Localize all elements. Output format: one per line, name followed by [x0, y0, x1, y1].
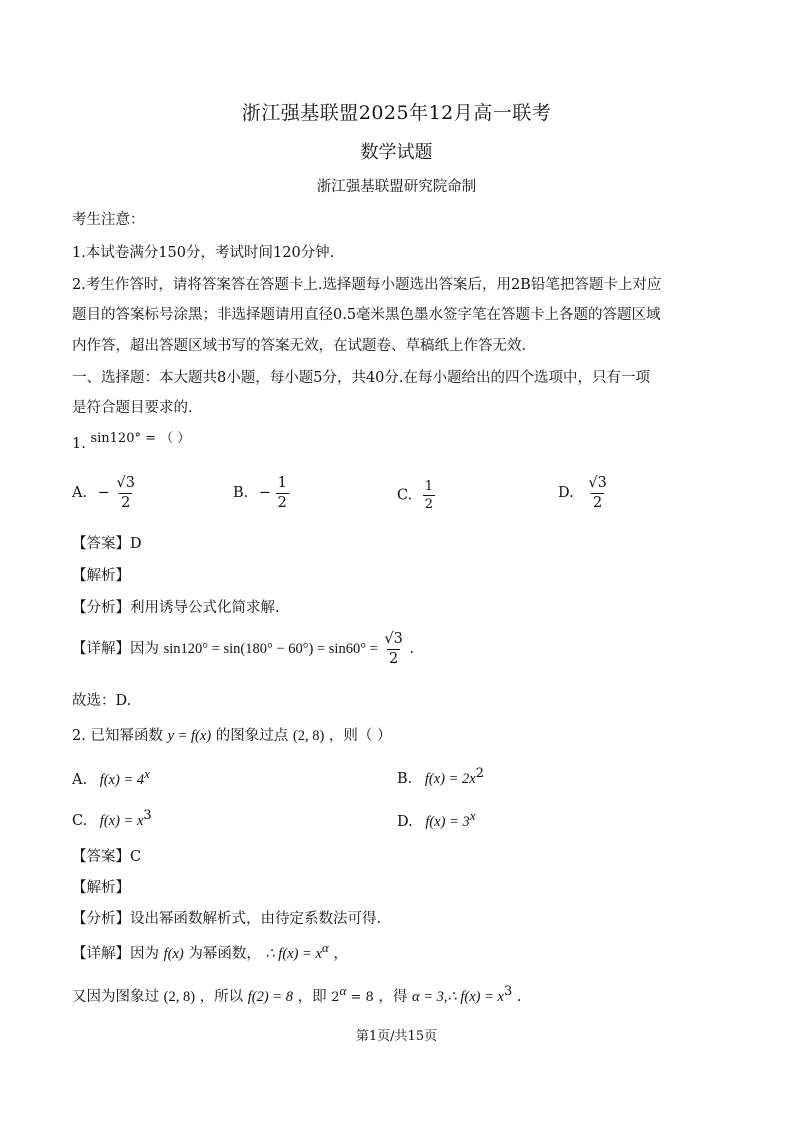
question-2-answer: 【答案】C [72, 849, 142, 865]
q2-line2-eq2-base: 2 [331, 989, 340, 1005]
detail-denominator: 2 [389, 650, 399, 667]
question-1-expression: sin120° = （ ） [90, 431, 191, 446]
detail-prefix: 【详解】因为 [72, 641, 159, 657]
question-2-option-c [72, 808, 152, 830]
question-2-stem [72, 724, 392, 745]
q2-line2-eq2-sup: α [339, 983, 347, 998]
question-1-detail [72, 632, 414, 666]
option-a-denominator: 2 [121, 494, 131, 511]
question-1-answer: 【答案】D [72, 536, 142, 552]
detail-numerator: √3 [384, 631, 403, 647]
question-2-function: y = f(x) [167, 728, 212, 744]
option-a-label: A. [72, 485, 88, 501]
section-1-intro-line-1: 一、选择题：本大题共8小题，每小题5分，共40分.在每小题给出的四个选项中，只有一项 [72, 370, 651, 386]
option-b-denominator: 2 [277, 494, 287, 511]
q2-option-d-label: D. [397, 813, 413, 830]
q2-line2-end: . [516, 988, 522, 1005]
question-2-option-a [72, 766, 150, 789]
q2-option-a-expr: f(x) = 4 [99, 771, 145, 788]
q2-line2-eq3-sup: 3 [503, 984, 513, 999]
question-1-option-c [397, 480, 435, 511]
exam-subject: 数学试题 [360, 142, 433, 163]
question-1-number: 1. [72, 436, 86, 452]
question-1-option-d [558, 476, 609, 510]
q2-option-b-expr: f(x) = 2x [424, 770, 476, 787]
question-2-prefix: 已知幂函数 [90, 728, 163, 744]
q2-line2-eq1: f(2) = 8 [247, 988, 293, 1005]
notice-item-2-line-3: 内作答，超出答题区域书写的答案无效，在试题卷、草稿纸上作答无效. [72, 338, 527, 354]
option-b-numerator: 1 [277, 475, 287, 491]
question-1-fenxi: 【分析】利用诱导公式化简求解. [72, 600, 280, 616]
notice-heading: 考生注意： [72, 212, 145, 228]
question-1-choose: 故选：D. [72, 693, 132, 709]
q2-line2-mid3: ，得 [378, 988, 408, 1005]
q2-option-c-expr: f(x) = x [99, 812, 144, 829]
option-a-numerator: √3 [116, 475, 135, 491]
q2-detail-function: f(x) [163, 945, 184, 962]
exam-title: 浙江强基联盟2025年12月高一联考 [241, 102, 552, 124]
question-2-mid: 的图象过点 [215, 728, 289, 744]
q2-detail-equation: ∴ f(x) = x [265, 945, 322, 962]
question-2-option-b [397, 766, 484, 788]
notice-item-2-line-2: 题目的答案标号涂黑；非选择题请用直径0.5毫米黑色墨水签字笔在答题卡上各题的答题区域 [72, 307, 661, 323]
option-d-label: D. [558, 485, 574, 501]
q2-option-a-sup: x [144, 766, 150, 781]
question-2-number: 2. [72, 728, 86, 744]
q2-detail-prefix: 【详解】因为 [72, 945, 159, 962]
q2-option-c-sup: 3 [143, 808, 152, 823]
question-2-detail-line-1 [72, 940, 348, 963]
q2-line2-eq2-rest: = 8 [346, 989, 374, 1005]
question-2-detail-line-2 [72, 983, 521, 1006]
option-d-denominator: 2 [592, 494, 603, 511]
page-number: 第1页/共15页 [355, 1029, 438, 1044]
q2-line2-mid2: ，即 [297, 988, 327, 1005]
q2-option-b-sup: 2 [475, 766, 484, 781]
question-1-option-b [233, 476, 289, 510]
question-2-option-d [397, 808, 476, 831]
detail-equation: sin120° = sin(180° − 60°) = sin60° = [163, 641, 378, 657]
option-b-label: B. [233, 485, 249, 501]
q2-detail-mid: 为幂函数， [188, 945, 261, 962]
q2-option-c-label: C. [72, 812, 88, 829]
q2-detail-sup: α [321, 940, 329, 955]
question-1-option-a [72, 476, 137, 510]
option-c-label: C. [397, 487, 413, 504]
q2-option-d-expr: f(x) = 3 [425, 813, 470, 830]
question-1-stem [72, 433, 190, 452]
question-2-fenxi: 【分析】设出幂函数解析式，由待定系数法可得. [72, 911, 382, 927]
notice-item-2-line-1: 2.考生作答时，请将答案答在答题卡上.选择题每小题选出答案后，用2B铅笔把答题卡上对应 [72, 277, 662, 293]
question-2-end: ，则（ ） [328, 728, 392, 744]
option-c-denominator: 2 [424, 497, 434, 512]
q2-line2-prefix: 又因为图象过 [72, 988, 159, 1005]
option-a-sign: − [97, 485, 110, 501]
q2-option-d-sup: x [469, 808, 476, 823]
exam-author: 浙江强基联盟研究院命制 [316, 179, 477, 195]
question-2-point: (2, 8) [292, 728, 325, 744]
option-c-numerator: 1 [424, 479, 434, 494]
q2-line2-eq3: α = 3,∴ f(x) = x [411, 988, 504, 1005]
q2-option-a-label: A. [72, 771, 88, 788]
option-d-numerator: √3 [588, 475, 607, 491]
q2-line2-mid1: ，所以 [199, 988, 244, 1005]
q2-detail-end: ， [333, 945, 348, 962]
section-1-intro-line-2: 是符合题目要求的. [72, 400, 193, 416]
q2-option-b-label: B. [397, 770, 413, 787]
notice-item-1: 1.本试卷满分150分，考试时间120分钟. [72, 245, 335, 261]
detail-end: . [409, 641, 415, 657]
option-b-sign: − [258, 485, 272, 501]
q2-line2-point: (2, 8) [163, 988, 196, 1005]
question-1-analysis-tag: 【解析】 [72, 568, 130, 584]
question-2-analysis-tag: 【解析】 [72, 880, 130, 896]
